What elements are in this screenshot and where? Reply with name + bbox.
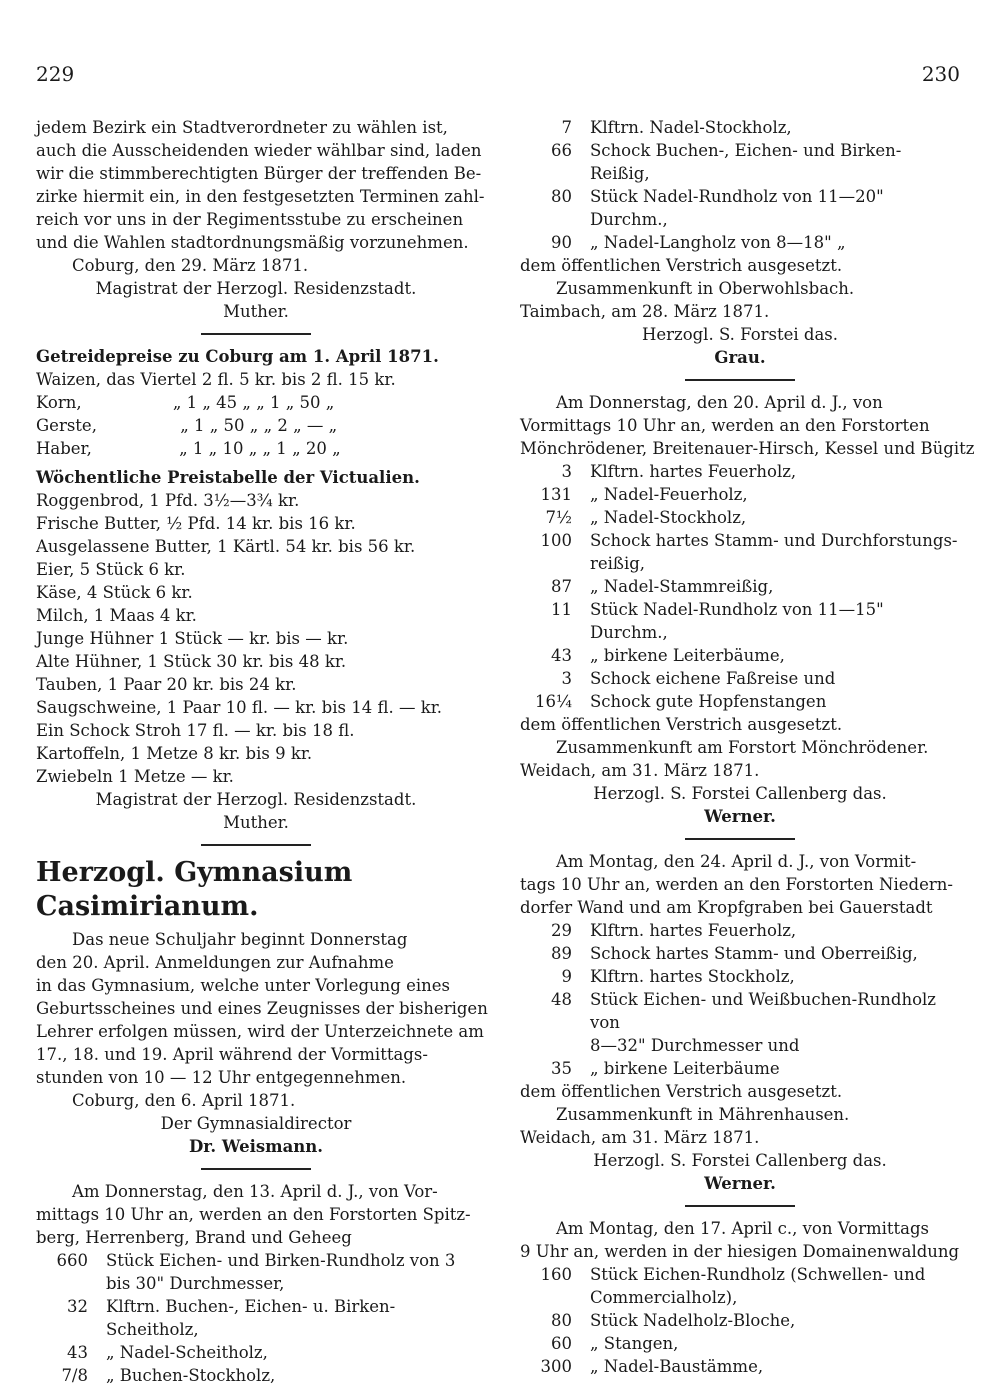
text-line: dem öffentlichen Verstrich ausgesetzt. (520, 715, 843, 734)
list-item: Ein Schock Stroh 17 fl. — kr. bis 18 fl. (36, 721, 355, 740)
signature-line: Herzogl. S. Forstei Callenberg das. (593, 784, 887, 803)
forst-notice-5 (520, 1217, 960, 1378)
divider (685, 1205, 795, 1207)
page-number-left: 229 (36, 62, 75, 86)
text-line: Mönchrödener, Breitenauer-Hirsch, Kessel und Bügitz (520, 439, 975, 458)
signature-line: Magistrat der Herzogl. Residenzstadt. (95, 790, 417, 809)
item-row: 7½ „ Nadel-Stockholz, (545, 508, 747, 527)
right-column (520, 116, 975, 1378)
signature-name: Grau. (714, 348, 766, 367)
item-row: 43 „ birkene Leiterbäume, (551, 646, 785, 665)
item-row: 60 „ Stangen, (551, 1334, 679, 1353)
item-row: 90 „ Nadel-Langholz von 8—18" „ (551, 233, 846, 252)
gymnasium-title: Herzogl. Gymnasium Casimirianum. (36, 857, 353, 922)
date-line: Weidach, am 31. März 1871. (520, 1128, 760, 1147)
item-row: 87 „ Nadel-Stammreißig, (551, 577, 774, 596)
text-line: zirke hiermit ein, in den festgesetzten Terminen zahl- (36, 187, 485, 206)
item-row: 32 Klftrn. Buchen-, Eichen- u. Birken-Scheitholz, (67, 1297, 396, 1339)
signature-name: Werner. (704, 807, 776, 826)
signature-name: Muther. (223, 813, 289, 832)
text-line: Vormittags 10 Uhr an, werden an den Forstorten (520, 416, 930, 435)
text-line: und die Wahlen stadtordnungsmäßig vorzunehmen. (36, 233, 469, 252)
text-line: in das Gymnasium, welche unter Vorlegung eines (36, 976, 450, 995)
item-row: Commercialholz), (590, 1288, 738, 1307)
text-line: Lehrer erfolgen müssen, wird der Unterzeichnete am (36, 1022, 484, 1041)
list-item: Käse, 4 Stück 6 kr. (36, 583, 193, 602)
item-row: 11 Stück Nadel-Rundholz von 11—15" Durchm., (551, 600, 884, 642)
item-row: 43 „ Nadel-Scheitholz, (67, 1343, 268, 1362)
item-row: 35 „ birkene Leiterbäume (551, 1059, 780, 1078)
signature-name: Dr. Weismann. (188, 1137, 324, 1156)
text-line: Zusammenkunft am Forstort Mönchrödener. (556, 738, 929, 757)
text-line: auch die Ausscheidenden wieder wählbar sind, laden (36, 141, 482, 160)
item-row: 29 Klftrn. hartes Feuerholz, (551, 921, 797, 940)
signature-line: Der Gymnasialdirector (160, 1114, 352, 1133)
text-line: Am Montag, den 17. April c., von Vormittags (556, 1219, 930, 1238)
price-row: Gerste, „ 1 „ 50 „ „ 2 „ — „ (36, 416, 338, 435)
gymnasium-notice (36, 928, 488, 1158)
item-row: 80 Stück Nadelholz-Bloche, (551, 1311, 796, 1330)
text-line: wir die stimmberechtigten Bürger der treffenden Be- (36, 164, 482, 183)
item-row: 300 „ Nadel-Baustämme, (540, 1357, 764, 1376)
item-row: 131 „ Nadel-Feuerholz, (540, 485, 748, 504)
date-line: Weidach, am 31. März 1871. (520, 761, 760, 780)
list-item: Tauben, 1 Paar 20 kr. bis 24 kr. (36, 675, 297, 694)
item-row: 80 Stück Nadel-Rundholz von 11—20" Durchm., (551, 187, 884, 229)
forst-notice-3 (520, 391, 975, 828)
text-line: tags 10 Uhr an, werden an den Forstorten Niedern- (520, 875, 953, 894)
text-line: dorfer Wand und am Kropfgraben bei Gauerstadt (520, 898, 933, 917)
item-row: 9 Klftrn. hartes Stockholz, (561, 967, 795, 986)
victualien-title: Wöchentliche Preistabelle der Victualien. (36, 468, 420, 487)
item-row: 7/8 „ Buchen-Stockholz, (61, 1366, 276, 1385)
list-item: Kartoffeln, 1 Metze 8 kr. bis 9 kr. (36, 744, 313, 763)
victualien-list (36, 489, 476, 834)
item-row: 48 Stück Eichen- und Weißbuchen-Rundholz von (551, 990, 936, 1032)
divider (685, 379, 795, 381)
left-column (36, 116, 488, 1387)
item-row: bis 30" Durchmesser, (106, 1274, 285, 1293)
text-line: berg, Herrenberg, Brand und Geheeg (36, 1228, 352, 1247)
text-line: dem öffentlichen Verstrich ausgesetzt. (520, 256, 843, 275)
item-row: 16¼ Schock gute Hopfenstangen (535, 692, 827, 711)
item-row: 3 Schock eichene Faßreise und (561, 669, 836, 688)
item-row: 160 Stück Eichen-Rundholz (Schwellen- und (540, 1265, 926, 1284)
divider (685, 838, 795, 840)
item-row: 100 Schock hartes Stamm- und Durchforstungs- (540, 531, 958, 550)
signature-name: Muther. (223, 302, 289, 321)
text-line: Am Montag, den 24. April d. J., von Vormit- (556, 852, 917, 871)
text-line: stunden von 10 — 12 Uhr entgegennehmen. (36, 1068, 407, 1087)
divider (201, 844, 311, 846)
item-row: 660 Stück Eichen- und Birken-Rundholz von 3 (56, 1251, 456, 1270)
price-row: Korn, „ 1 „ 45 „ „ 1 „ 50 „ (36, 393, 335, 412)
text-line: 17., 18. und 19. April während der Vormittags- (36, 1045, 428, 1064)
signature-line: Magistrat der Herzogl. Residenzstadt. (95, 279, 417, 298)
date-line: Coburg, den 6. April 1871. (72, 1091, 296, 1110)
date-line: Taimbach, am 28. März 1871. (520, 302, 770, 321)
list-item: Eier, 5 Stück 6 kr. (36, 560, 186, 579)
text-line: jedem Bezirk ein Stadtverordneter zu wählen ist, (36, 118, 448, 137)
text-line: Am Donnerstag, den 13. April d. J., von Vor- (72, 1182, 438, 1201)
text-line: dem öffentlichen Verstrich ausgesetzt. (520, 1082, 843, 1101)
list-item: Alte Hühner, 1 Stück 30 kr. bis 48 kr. (36, 652, 347, 671)
list-item: Milch, 1 Maas 4 kr. (36, 606, 197, 625)
signature-name: Werner. (704, 1174, 776, 1193)
text-line: 9 Uhr an, werden in der hiesigen Domainenwaldung (520, 1242, 960, 1261)
text-line: Geburtsscheines und eines Zeugnisses der bisherigen (36, 999, 488, 1018)
list-item: Zwiebeln 1 Metze — kr. (36, 767, 234, 786)
text-line: mittags 10 Uhr an, werden an den Forstorten Spitz- (36, 1205, 471, 1224)
signature-line: Herzogl. S. Forstei das. (641, 325, 839, 344)
getreide-table (36, 368, 476, 460)
forst-notice-2 (520, 116, 960, 369)
forst-notice-1 (36, 1180, 476, 1387)
item-row: reißig, (590, 554, 646, 573)
item-row: 3 Klftrn. hartes Feuerholz, (561, 462, 797, 481)
list-item: Roggenbrod, 1 Pfd. 3½—3¾ kr. (36, 491, 300, 510)
text-line: den 20. April. Anmeldungen zur Aufnahme (36, 953, 394, 972)
date-line: Coburg, den 29. März 1871. (72, 256, 309, 275)
forst-notice-4 (520, 850, 960, 1195)
divider (201, 1168, 311, 1170)
item-row: 66 Schock Buchen-, Eichen- und Birken-Reißig, (551, 141, 902, 183)
signature-line: Herzogl. S. Forstei Callenberg das. (593, 1151, 887, 1170)
divider (201, 333, 311, 335)
page-number-right: 230 (921, 62, 960, 86)
price-row: Haber, „ 1 „ 10 „ „ 1 „ 20 „ (36, 439, 341, 458)
price-row: Waizen, das Viertel 2 fl. 5 kr. bis 2 fl. 15 kr. (36, 370, 396, 389)
list-item: Ausgelassene Butter, 1 Kärtl. 54 kr. bis 56 kr. (36, 537, 416, 556)
text-line: Das neue Schuljahr beginnt Donnerstag (72, 930, 408, 949)
list-item: Junge Hühner 1 Stück — kr. bis — kr. (36, 629, 349, 648)
getreide-title: Getreidepreise zu Coburg am 1. April 1871. (36, 347, 439, 366)
text-line: reich vor uns in der Regimentsstube zu erscheinen (36, 210, 464, 229)
text-line: Zusammenkunft in Mährenhausen. (556, 1105, 850, 1124)
text-line: Am Donnerstag, den 20. April d. J., von (556, 393, 883, 412)
list-item: Saugschweine, 1 Paar 10 fl. — kr. bis 14 fl. — kr. (36, 698, 443, 717)
item-row: 89 Schock hartes Stamm- und Oberreißig, (551, 944, 918, 963)
item-row: 8—32" Durchmesser und (590, 1036, 800, 1055)
text-line: Zusammenkunft in Oberwohlsbach. (556, 279, 855, 298)
item-row: 7 Klftrn. Nadel-Stockholz, (561, 118, 792, 137)
list-item: Frische Butter, ½ Pfd. 14 kr. bis 16 kr. (36, 514, 356, 533)
election-notice (36, 116, 485, 323)
